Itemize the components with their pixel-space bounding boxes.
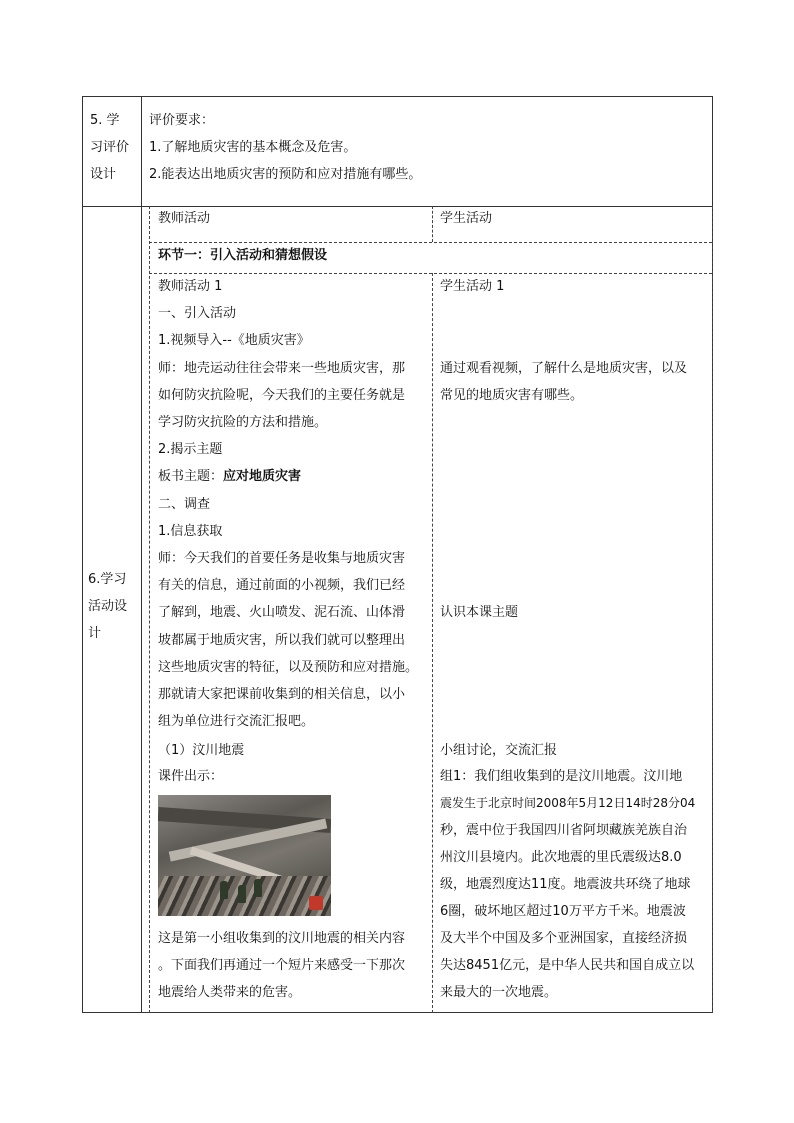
earthquake-rubble-image [158,795,331,916]
student-line: 小组讨论，交流汇报 [440,743,558,758]
teacher-line: 有关的信息，通过前面的小视频，我们已经 [158,578,406,593]
student-line: 通过观看视频，了解什么是地质灾害，以及 [440,361,688,376]
student-line: 6圈，破坏地区超过10万平方千米。地震波 [440,904,686,919]
teacher-line: 地震给人类带来的危害。 [158,985,302,1000]
evaluation-item-2: 2.能表达出地质灾害的预防和应对措施有哪些。 [149,167,422,182]
activity-column-divider-lower [432,273,433,1013]
teacher-line: 教师活动 1 [158,279,223,294]
teacher-line: 组为单位进行交流汇报吧。 [158,714,315,729]
student-activity-header: 学生活动 [440,211,493,226]
teacher-line: （1）汶川地震 [158,743,245,758]
teacher-line: 课件出示： [158,769,224,784]
teacher-line: 。下面我们再通过一个短片来感受一下那次 [158,958,406,973]
teacher-line: 1.视频导入--《地质灾害》 [158,333,310,348]
row5-label-line2: 习评价 [90,140,130,155]
student-line: 学生活动 1 [440,279,505,294]
student-line: 失达8451亿元，是中华人民共和国自成立以 [440,958,695,973]
row6-label-line2: 活动设 [88,599,128,614]
student-line: 常见的地质灾害有哪些。 [440,388,584,403]
student-line: 秒，震中位于我国四川省阿坝藏族羌族自治 [440,823,688,838]
student-line: 级，地震烈度达11度。地震波共环绕了地球 [440,877,691,892]
student-line: 震发生于北京时间2008年5月12日14时28分04 [440,796,696,810]
teacher-line: 学习防灾抗险的方法和措施。 [158,415,328,430]
student-line: 州汶川县境内。此次地震的里氏震级达8.0 [440,850,682,865]
row5-label-line3: 设计 [90,167,117,182]
teacher-line: 如何防灾抗险呢，今天我们的主要任务就是 [158,388,406,403]
student-line: 认识本课主题 [440,605,519,620]
row5-label-line1: 5. 学 [90,113,120,128]
evaluation-item-1: 1.了解地质灾害的基本概念及危害。 [149,140,357,155]
board-theme-label: 板书主题： [158,469,224,484]
teacher-line: 1.信息获取 [158,524,223,539]
row6-label-line3: 计 [88,626,102,641]
activity-column-divider [432,206,433,242]
teacher-line: 师：地壳运动往往会带来一些地质灾害，那 [158,361,406,376]
board-theme-line [158,463,301,490]
board-theme-value: 应对地质灾害 [223,469,302,484]
section-divider [149,273,712,274]
label-column-divider [141,96,142,1013]
teacher-line: 二、调查 [158,497,211,512]
student-line: 及大半个中国及多个亚洲国家，直接经济损 [440,931,688,946]
teacher-line: 这是第一小组收集到的汶川地震的相关内容 [158,931,406,946]
student-line: 组1：我们组收集到的是汶川地震。汶川地 [440,769,683,784]
teacher-line: 一、引入活动 [158,306,237,321]
row6-label-line1: 6.学习 [88,572,127,587]
evaluation-heading: 评价要求： [149,113,215,128]
teacher-line: 师：今天我们的首要任务是收集与地质灾害 [158,551,406,566]
teacher-line: 那就请大家把课前收集到的相关信息，以小 [158,687,406,702]
student-line: 来最大的一次地震。 [440,985,558,1000]
teacher-line: 坡都属于地质灾害，所以我们就可以整理出 [158,633,406,648]
teacher-line: 了解到，地震、火山喷发、泥石流、山体滑 [158,605,406,620]
inner-right-border [712,206,713,1013]
section-title: 环节一：引入活动和猜想假设 [158,248,328,263]
inner-left-border [149,206,150,1013]
teacher-activity-header: 教师活动 [158,211,211,226]
teacher-line: 这些地质灾害的特征，以及预防和应对措施。 [158,660,419,675]
teacher-line: 2.揭示主题 [158,442,223,457]
